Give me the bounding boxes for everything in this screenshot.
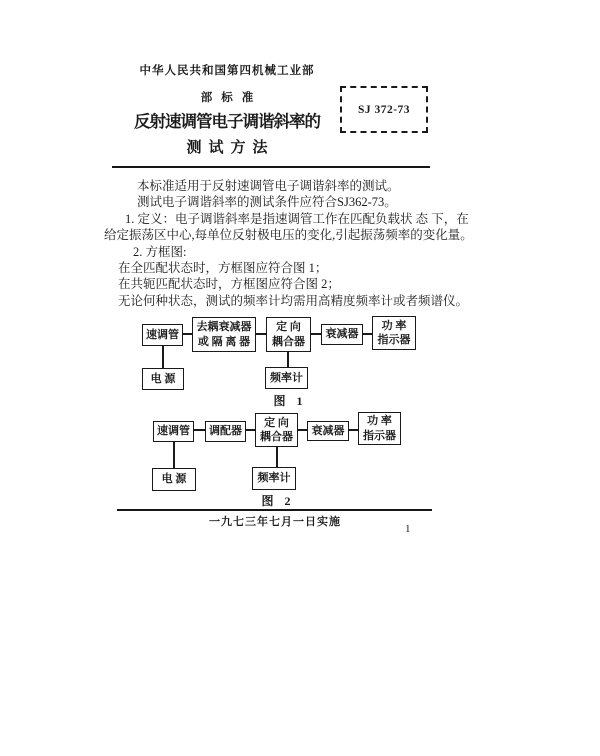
box-label: 速调管 [157, 425, 190, 438]
fig1-connector [256, 333, 266, 335]
box-label: 频率计 [257, 472, 291, 485]
header-divider [112, 166, 430, 168]
body-line-4: 给定振荡区中心,每单位反射极电压的变化,引起振荡频率的变化量。 [104, 228, 473, 243]
fig2-box-power-indicator [358, 412, 401, 445]
fig2-box-frequency-meter [252, 467, 296, 490]
figure-1-caption: 图 1 [273, 394, 307, 408]
fig2-connector [349, 429, 358, 431]
fig1-connector [183, 333, 192, 335]
fig2-box-tuner [205, 421, 246, 442]
fig1-box-decoupling-attenuator-or-isolator [192, 317, 256, 352]
body-line-8: 无论何种状态，测试的频率计均需用高精度频率计或者频谱仪。 [118, 293, 469, 308]
box-label: 定 向 [276, 321, 301, 333]
fig2-connector [276, 447, 278, 467]
body-line-6: 在全匹配状态时，方框图应符合图 1； [118, 260, 328, 275]
box-label: 耦合器 [272, 335, 305, 348]
box-label: 衰减器 [311, 424, 345, 437]
body-line-7: 在共轭匹配状态时，方框图应符合图 2； [118, 277, 340, 292]
fig1-connector [162, 346, 164, 368]
body-line-3: 1. 定义：电子调谐斜率是指速调管工作在匹配负载状 态 下，在 [125, 211, 469, 226]
body-line-2: 测试电子调谐斜率的测试条件应符合SJ362-73。 [137, 195, 397, 210]
box-label: 频率计 [270, 371, 303, 384]
page-number: 1 [405, 523, 411, 535]
standard-number: SJ 372-73 [357, 103, 411, 116]
box-label: 电 源 [150, 372, 176, 385]
box-label: 电 源 [161, 473, 187, 486]
box-label: 或 隔 离 器 [197, 335, 251, 348]
fig2-connector [173, 442, 175, 468]
box-label: 去耦衰减器 [196, 321, 252, 333]
fig1-connector [287, 352, 289, 367]
fig2-box-power-supply [152, 468, 196, 491]
box-label: 耦合器 [260, 431, 293, 443]
body-text [104, 178, 504, 309]
fig2-box-attenuator [307, 421, 349, 441]
fig2-box-klystron [153, 421, 194, 442]
box-label: 功 率 [367, 415, 392, 427]
figure-2-caption: 图 2 [261, 494, 295, 508]
implementation-date: 一九七三年七月一日实施 [209, 516, 341, 528]
body-line-1: 本标准适用于反射速调管电子调谐斜率的测试。 [137, 179, 400, 193]
box-label: 指示器 [363, 429, 396, 442]
box-label: 定 向 [264, 416, 289, 429]
ministry-name: 中华人民共和国第四机械工业部 [139, 65, 315, 77]
box-label: 功 率 [381, 319, 407, 332]
fig1-box-power-indicator [372, 316, 416, 350]
fig1-connector [363, 333, 372, 335]
fig1-box-klystron [142, 324, 183, 346]
box-label: 调配器 [209, 425, 242, 438]
body-line-5: 2. 方框图: [133, 244, 187, 259]
document-title-line-1: 反射速调管电子调谐斜率的 [134, 112, 320, 131]
fig2-connector [298, 429, 307, 431]
fig2-box-directional-coupler [255, 413, 298, 447]
fig1-box-directional-coupler [266, 317, 311, 352]
box-label: 指示器 [377, 334, 411, 346]
fig1-connector [311, 333, 321, 335]
fig1-box-attenuator [321, 324, 363, 345]
fig1-box-frequency-meter [265, 367, 308, 389]
standard-type-label: 部标准 [200, 92, 263, 104]
fig2-connector [194, 429, 205, 431]
footer-divider [117, 509, 432, 511]
fig1-box-power-supply [142, 368, 184, 390]
document-title-line-2: 测试方法 [186, 140, 275, 156]
fig2-connector [246, 429, 255, 431]
box-label: 速调管 [146, 328, 179, 341]
box-label: 衰减器 [325, 328, 359, 341]
